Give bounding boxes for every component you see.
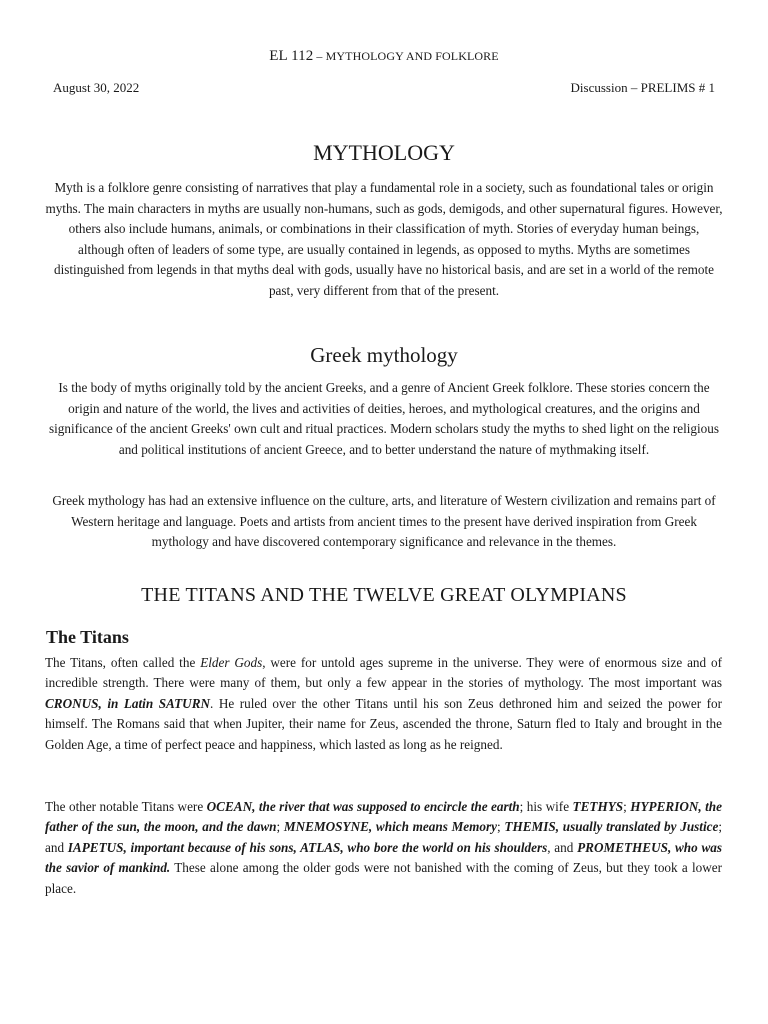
titans-paragraph-2: The other notable Titans were OCEAN, the river that was supposed to encircle the earth; his wife TETHYS; HYPERION, the father of the sun, the moon, and the dawn; MNEMOSYNE, which means Memory; THEMIS, usually translated by Justice; and IAPETUS, important because of his sons, ATLAS, who bore the world on his shoulders, and PROMETHEUS, who was the savior of mankind. These alone among the older gods were not banished with the coming of Zeus, but they took a lower place.: [45, 799, 723, 896]
tethys-term: TETHYS: [572, 799, 624, 814]
greek-mythology-paragraph-1: Is the body of myths originally told by the ancient Greeks, and a genre of Ancient Greek folklore. These stories concern the origin and nature of the world, the lives and activities of deities, heroes, and mythological creatures, and the origins and significance of the ancient Greeks' own cult and ritual practices. Modern scholars study the myths to shed light on the religious and political institutions of ancient Greece, and to better understand the nature of mythmaking itself.: [48, 380, 719, 457]
greek-mythology-heading: Greek mythology: [310, 343, 458, 367]
course-title: – MYTHOLOGY AND FOLKLORE: [313, 49, 499, 63]
ocean-term: OCEAN, the river that was supposed to encircle the earth: [206, 799, 520, 814]
greek-mythology-paragraph-2: Greek mythology has had an extensive influence on the culture, arts, and literature of Western civilization and remains part of Western heritage and language. Poets and artists from ancient times to the present have derived inspiration from Greek mythology and have discovered contemporary significance and relevance in the themes.: [52, 493, 716, 550]
hyperion-term: HYPERION, the father of the sun, the moon, and the dawn: [45, 799, 722, 835]
course-code: EL 112: [269, 48, 314, 64]
cronus-term: CRONUS, in Latin SATURN: [45, 695, 211, 711]
iapetus-term: IAPETUS, important because of his sons, ATLAS, who bore the world on his shoulders: [67, 839, 548, 855]
titans-paragraph-1: The Titans, often called the Elder Gods, were for untold ages supreme in the universe. They were of enormous size and of incredible strength. There were many of them, but only a few appear in the stories of mythology. The most important was CRONUS, in Latin SATURN. He ruled over the other Titans until his son Zeus dethroned him and seized the power for himself. The Romans said that when Jupiter, their name for Zeus, ascended the throne, Saturn fled to Italy and brought in the Golden Age, a time of perfect peace and happiness, which lasted as long as he reigned.: [45, 655, 722, 752]
discussion-label: Discussion – PRELIMS # 1: [570, 80, 715, 95]
lecture-date: August 30, 2022: [53, 80, 140, 95]
prometheus-term: PROMETHEUS, who was the savior of mankind.: [45, 839, 722, 876]
themis-term: THEMIS, usually translated by Justice: [504, 819, 719, 835]
mnemosyne-term: MNEMOSYNE, which means Memory: [283, 819, 497, 835]
course-header: [0, 48, 768, 65]
mythology-heading: MYTHOLOGY: [313, 140, 455, 165]
elder-gods-term: Elder Gods: [200, 655, 263, 670]
titans-olympians-heading: THE TITANS AND THE TWELVE GREAT OLYMPIANS: [141, 584, 627, 606]
titans-subheading: The Titans: [46, 627, 129, 647]
mythology-paragraph: Myth is a folklore genre consisting of narratives that play a fundamental role in a society, such as foundational tales or origin myths. The main characters in myths are usually non-humans, such as gods, demigods, and other supernatural figures. However, others also include humans, animals, or combinations in their classification of myth. Stories of everyday human beings, although often of leaders of some type, are usually contained in legends, as opposed to myths. Myths are sometimes distinguished from legends in that myths deal with gods, usually have no historical basis, and are set in a world of the remote past, very different from that of the present.: [45, 180, 723, 298]
